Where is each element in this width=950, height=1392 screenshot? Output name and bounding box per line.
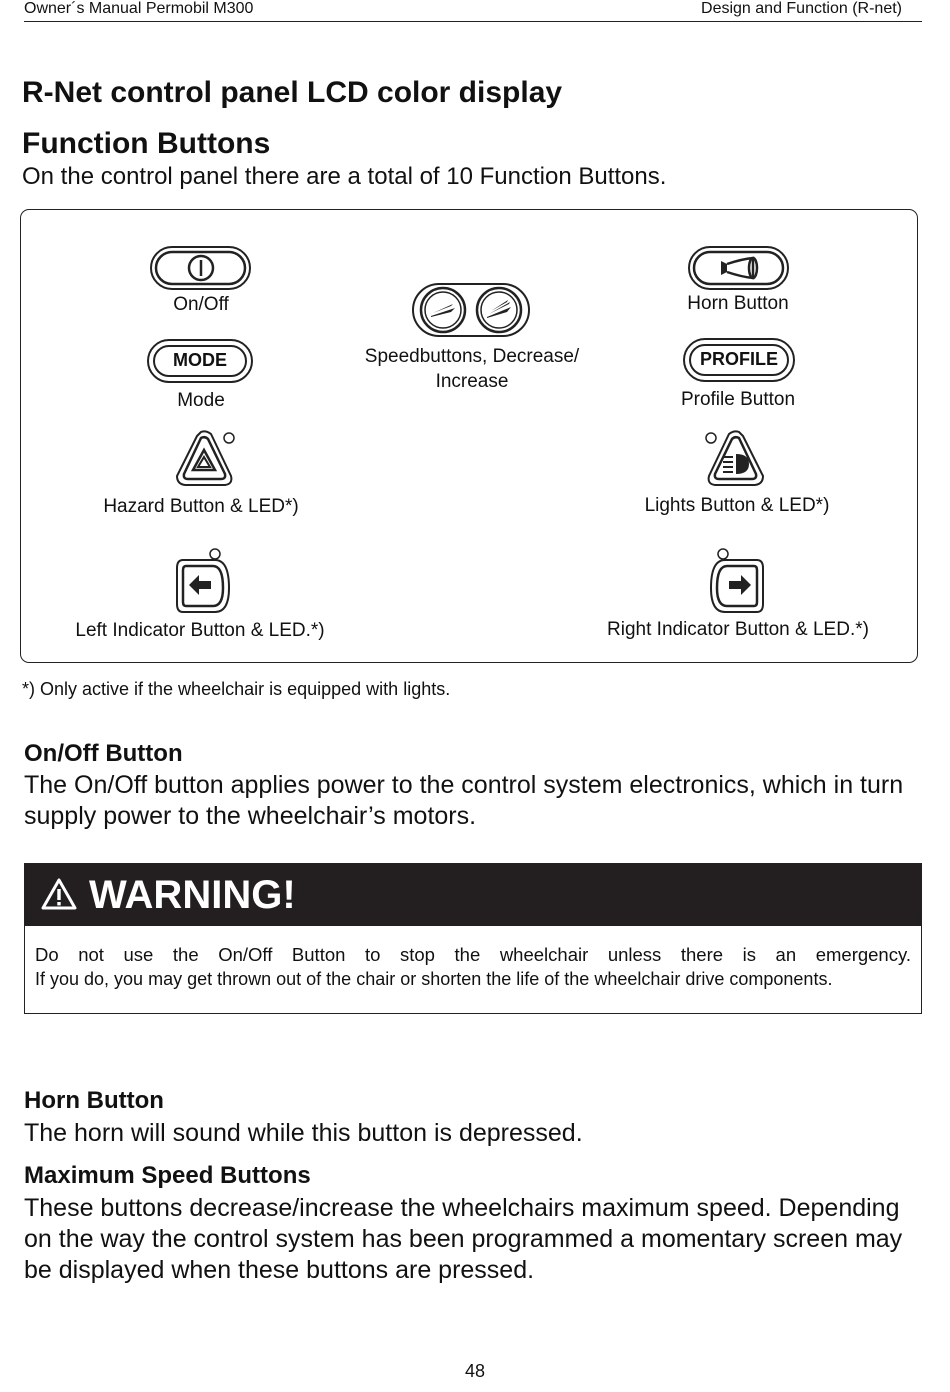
on-off-text-line1: The On/Off button applies power to the control system electronics, which in turn bbox=[24, 771, 904, 799]
section-intro: On the control panel there are a total of 10 Function Buttons. bbox=[22, 163, 667, 190]
section-heading: Function Buttons bbox=[22, 127, 271, 160]
right-indicator-button-icon bbox=[699, 548, 769, 614]
warning-text-line1: Do not use the On/Off Button to stop the wheelchair unless there is an emergency. bbox=[35, 944, 911, 965]
page-number: 48 bbox=[464, 1361, 486, 1381]
max-speed-heading: Maximum Speed Buttons bbox=[24, 1162, 311, 1189]
hazard-button-label: Hazard Button & LED*) bbox=[103, 496, 299, 517]
max-speed-text-line3: be displayed when these buttons are pressed. bbox=[24, 1256, 535, 1284]
horn-button-label: Horn Button bbox=[687, 293, 789, 314]
horn-heading: Horn Button bbox=[24, 1087, 164, 1114]
horn-button-icon bbox=[687, 244, 791, 292]
on-off-text-line2: supply power to the wheelchair’s motors. bbox=[24, 802, 477, 830]
speed-buttons-label-line1: Speedbuttons, Decrease/ bbox=[364, 346, 580, 367]
page-title: R-Net control panel LCD color display bbox=[22, 76, 563, 109]
profile-button-label: Profile Button bbox=[680, 389, 796, 410]
footnote: *) Only active if the wheelchair is equipped with lights. bbox=[22, 679, 451, 699]
left-indicator-label: Left Indicator Button & LED.*) bbox=[75, 620, 325, 641]
horn-text: The horn will sound while this button is depressed. bbox=[24, 1119, 583, 1147]
on-off-heading: On/Off Button bbox=[24, 740, 183, 767]
on-off-label: On/Off bbox=[173, 294, 229, 315]
profile-button-icon bbox=[683, 338, 795, 382]
right-indicator-label: Right Indicator Button & LED.*) bbox=[607, 619, 869, 640]
power-button-icon bbox=[149, 244, 253, 292]
lights-button-icon bbox=[699, 428, 769, 492]
header-chapter: Design and Function (R-net) bbox=[701, 0, 902, 17]
warning-header bbox=[25, 864, 921, 926]
lights-button-label: Lights Button & LED*) bbox=[644, 495, 830, 516]
mode-label: Mode bbox=[177, 390, 225, 411]
page-header bbox=[24, 0, 922, 22]
warning-box bbox=[24, 863, 922, 1014]
mode-button-icon bbox=[147, 339, 253, 383]
warning-triangle-icon bbox=[41, 878, 77, 910]
max-speed-text-line2: on the way the control system has been programmed a momentary screen may bbox=[24, 1225, 903, 1253]
left-indicator-button-icon bbox=[171, 548, 241, 614]
mode-key-text: MODE bbox=[153, 345, 247, 377]
warning-body bbox=[35, 942, 911, 992]
header-manual-title: Owner´s Manual Permobil M300 bbox=[24, 0, 254, 17]
warning-text-line2: If you do, you may get thrown out of the chair or shorten the life of the wheelchair drive components. bbox=[35, 969, 833, 989]
speed-buttons-icon bbox=[411, 281, 531, 339]
hazard-button-icon bbox=[171, 428, 241, 492]
warning-title: WARNING! bbox=[89, 873, 296, 917]
max-speed-text-line1: These buttons decrease/increase the wheelchairs maximum speed. Depending bbox=[24, 1194, 900, 1222]
profile-key-text: PROFILE bbox=[689, 344, 789, 376]
speed-buttons-label-line2: Increase bbox=[435, 371, 509, 392]
control-panel-diagram bbox=[20, 209, 918, 663]
